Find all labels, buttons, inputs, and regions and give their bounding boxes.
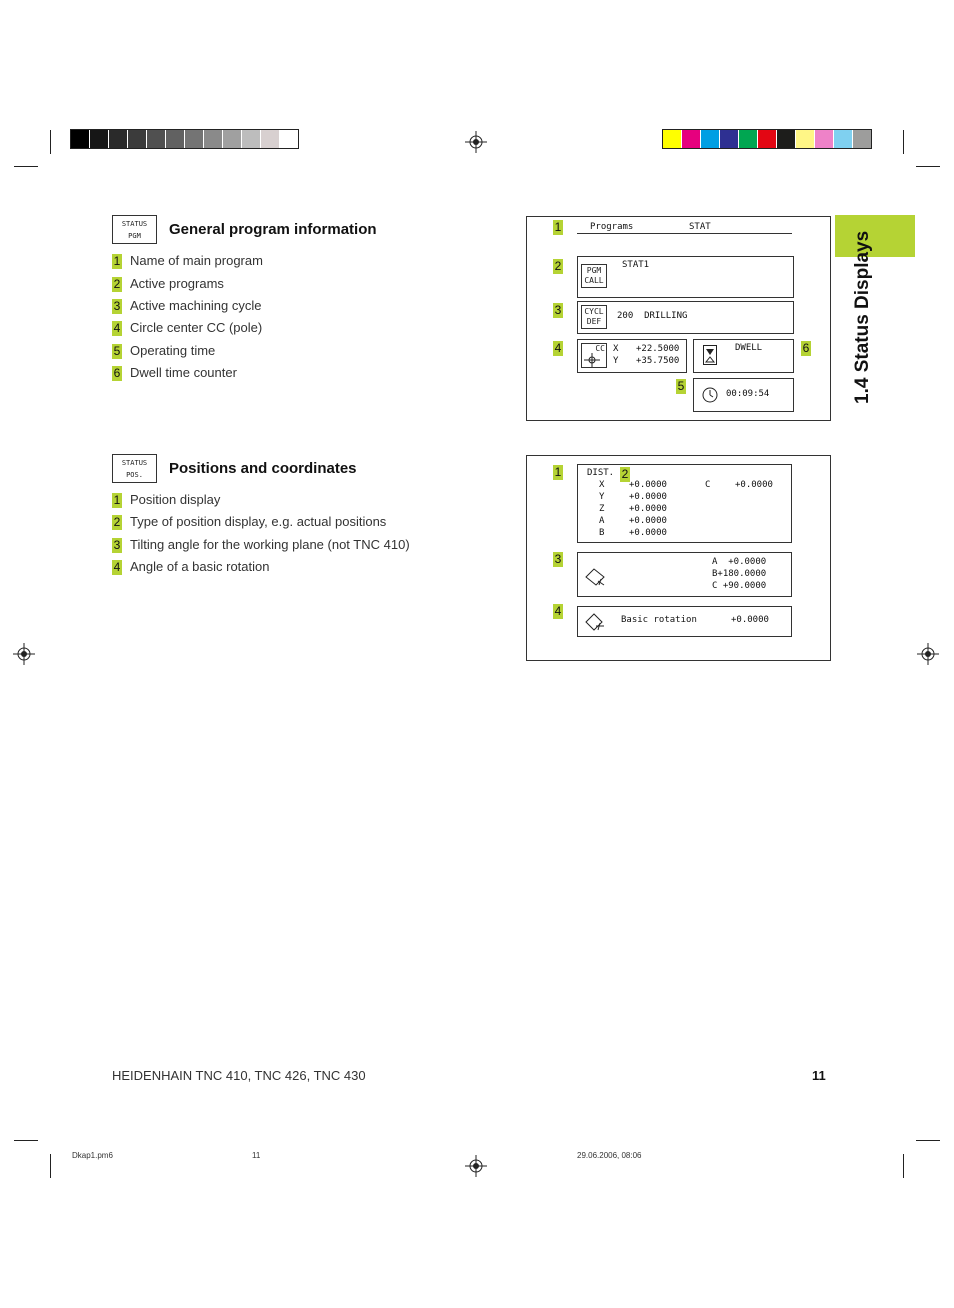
side-tab [846, 214, 880, 404]
calibration-swatch [184, 130, 203, 148]
tilt-b-value: B+180.0000 [712, 569, 767, 579]
calibration-swatch [127, 130, 146, 148]
callout-badge: 2 [113, 277, 121, 292]
callout-badge: 2 [554, 259, 562, 273]
list-item [112, 298, 262, 314]
list-item-text: Name of main program [130, 253, 263, 268]
list-item [112, 253, 263, 269]
axis-value: +0.0000 [735, 480, 773, 490]
list-item-text: Angle of a basic rotation [130, 559, 270, 574]
axis-label: C [705, 480, 711, 490]
axis-label: Z [599, 504, 605, 514]
active-programs-box [577, 256, 794, 298]
icon-text: DEF [586, 317, 602, 326]
hourglass-icon [703, 345, 717, 365]
crop-mark [50, 130, 51, 154]
axis-value: +0.0000 [629, 528, 667, 538]
callout-badge: 4 [113, 321, 121, 336]
icon-text: CYCL [584, 307, 604, 316]
slug-file: Dkap1.pm6 [72, 1151, 113, 1160]
icon-text: PGM [586, 266, 602, 275]
basic-rotation-icon [584, 612, 606, 632]
dwell-label: DWELL [735, 343, 763, 353]
axis-value: +0.0000 [629, 516, 667, 526]
cc-y-value: +35.7500 [636, 356, 680, 366]
softkey-line: PGM [128, 232, 141, 240]
icon-text: CALL [584, 276, 604, 285]
list-item [112, 343, 215, 359]
basic-rotation-box [577, 606, 792, 637]
calibration-swatch [222, 130, 241, 148]
axis-value: +0.0000 [629, 492, 667, 502]
callout-badge: 6 [802, 341, 810, 355]
axis-label: X [599, 480, 605, 490]
crop-mark [14, 166, 38, 167]
crop-mark [903, 130, 904, 154]
calibration-swatch [814, 130, 833, 148]
softkey-line: STATUS [121, 459, 148, 467]
crop-mark [14, 1140, 38, 1141]
calibration-swatch [700, 130, 719, 148]
list-item-text: Active machining cycle [130, 298, 262, 313]
softkey-line: STATUS [121, 220, 148, 228]
cycl-def-icon [581, 305, 607, 329]
section-title: Positions and coordinates [169, 460, 357, 477]
list-item-text: Active programs [130, 276, 224, 291]
clock-icon [702, 387, 718, 403]
crosshair-icon [584, 353, 600, 367]
slug-date: 29.06.2006, 08:06 [577, 1151, 642, 1160]
basic-rotation-value: +0.0000 [731, 615, 769, 625]
program-status-screen [526, 216, 831, 421]
basic-rotation-label: Basic rotation [621, 615, 697, 625]
list-item [112, 492, 220, 508]
axis-label: Y [599, 492, 605, 502]
active-cycle-name: 200 DRILLING [617, 311, 688, 321]
color-calibration-bar [662, 129, 872, 149]
pgm-call-icon [581, 264, 607, 288]
callout-badge: 4 [554, 604, 562, 618]
tilt-c-value: C +90.0000 [712, 581, 767, 591]
tilted-plane-icon [584, 565, 606, 587]
registration-mark-icon [465, 1155, 487, 1177]
calibration-swatch [71, 130, 89, 148]
crop-mark [916, 166, 940, 167]
callout-badge: 2 [113, 515, 121, 530]
list-item [112, 559, 269, 575]
calibration-swatch [241, 130, 260, 148]
list-item-text: Tilting angle for the working plane (not TNC 410) [130, 537, 410, 552]
axis-value: +0.0000 [629, 504, 667, 514]
operating-time-value: 00:09:54 [726, 389, 770, 399]
position-status-screen [526, 455, 831, 661]
icon-text: CC [595, 344, 605, 353]
softkey-line: POS. [126, 471, 143, 479]
tilt-angle-box [577, 552, 792, 597]
calibration-swatch [757, 130, 776, 148]
callout-badge: 3 [554, 552, 562, 566]
calibration-swatch [738, 130, 757, 148]
calibration-swatch [776, 130, 795, 148]
cc-x-label: X [613, 344, 619, 354]
cc-y-label: Y [613, 356, 619, 366]
callout-badge: 1 [113, 254, 121, 269]
list-item [112, 514, 386, 530]
registration-mark-icon [917, 643, 939, 665]
side-tab-label: 1.4 Status Displays [852, 230, 873, 404]
calibration-swatch [260, 130, 279, 148]
calibration-swatch [795, 130, 814, 148]
dwell-box [693, 339, 794, 373]
callout-badge: 5 [677, 379, 685, 393]
axis-label: A [599, 516, 605, 526]
callout-badge: 3 [554, 303, 562, 317]
callout-badge: 6 [113, 366, 121, 381]
position-type-label: DIST. [587, 468, 615, 478]
axis-value: +0.0000 [629, 480, 667, 490]
calibration-swatch [833, 130, 852, 148]
registration-mark-icon [13, 643, 35, 665]
calibration-swatch [663, 130, 681, 148]
header-underline [577, 233, 792, 234]
cc-icon [581, 343, 607, 368]
active-program-name: STAT1 [622, 260, 650, 270]
active-cycle-box [577, 301, 794, 334]
status-pos-softkey [112, 454, 157, 483]
callout-badge: 4 [113, 560, 121, 575]
calibration-swatch [146, 130, 165, 148]
callout-badge: 5 [113, 344, 121, 359]
slug-page: 11 [252, 1151, 261, 1160]
calibration-swatch [89, 130, 108, 148]
crop-mark [903, 1154, 904, 1178]
list-item [112, 537, 410, 553]
callout-badge: 3 [113, 538, 121, 553]
callout-badge: 1 [554, 220, 562, 234]
calibration-swatch [852, 130, 871, 148]
list-item [112, 365, 237, 381]
list-item-text: Dwell time counter [130, 365, 237, 380]
list-item-text: Circle center CC (pole) [130, 320, 263, 335]
circle-center-box [577, 339, 687, 373]
status-pgm-softkey [112, 215, 157, 244]
list-item-text: Position display [130, 492, 221, 507]
cc-x-value: +22.5000 [636, 344, 680, 354]
position-display-box [577, 464, 792, 543]
callout-badge: 4 [554, 341, 562, 355]
list-item-text: Type of position display, e.g. actual positions [130, 514, 387, 529]
registration-mark-icon [465, 131, 487, 153]
crop-mark [916, 1140, 940, 1141]
section-title: General program information [169, 221, 377, 238]
list-item [112, 320, 262, 336]
list-item-text: Operating time [130, 343, 216, 358]
crop-mark [50, 1154, 51, 1178]
list-item [112, 276, 224, 292]
calibration-swatch [203, 130, 222, 148]
operating-time-box [693, 378, 794, 412]
callout-badge: 2 [621, 467, 629, 481]
calibration-swatch [681, 130, 700, 148]
tilt-a-value: A +0.0000 [712, 557, 767, 567]
calibration-swatch [719, 130, 738, 148]
calibration-swatch [108, 130, 127, 148]
main-program-name: STAT [689, 222, 711, 232]
footer-title: HEIDENHAIN TNC 410, TNC 426, TNC 430 [112, 1068, 366, 1083]
axis-label: B [599, 528, 605, 538]
callout-badge: 3 [113, 299, 121, 314]
calibration-swatch [279, 130, 298, 148]
callout-badge: 1 [113, 493, 121, 508]
gray-calibration-bar [70, 129, 299, 149]
page-number: 11 [812, 1068, 826, 1083]
programs-header: Programs [590, 222, 634, 232]
callout-badge: 1 [554, 465, 562, 479]
calibration-swatch [165, 130, 184, 148]
